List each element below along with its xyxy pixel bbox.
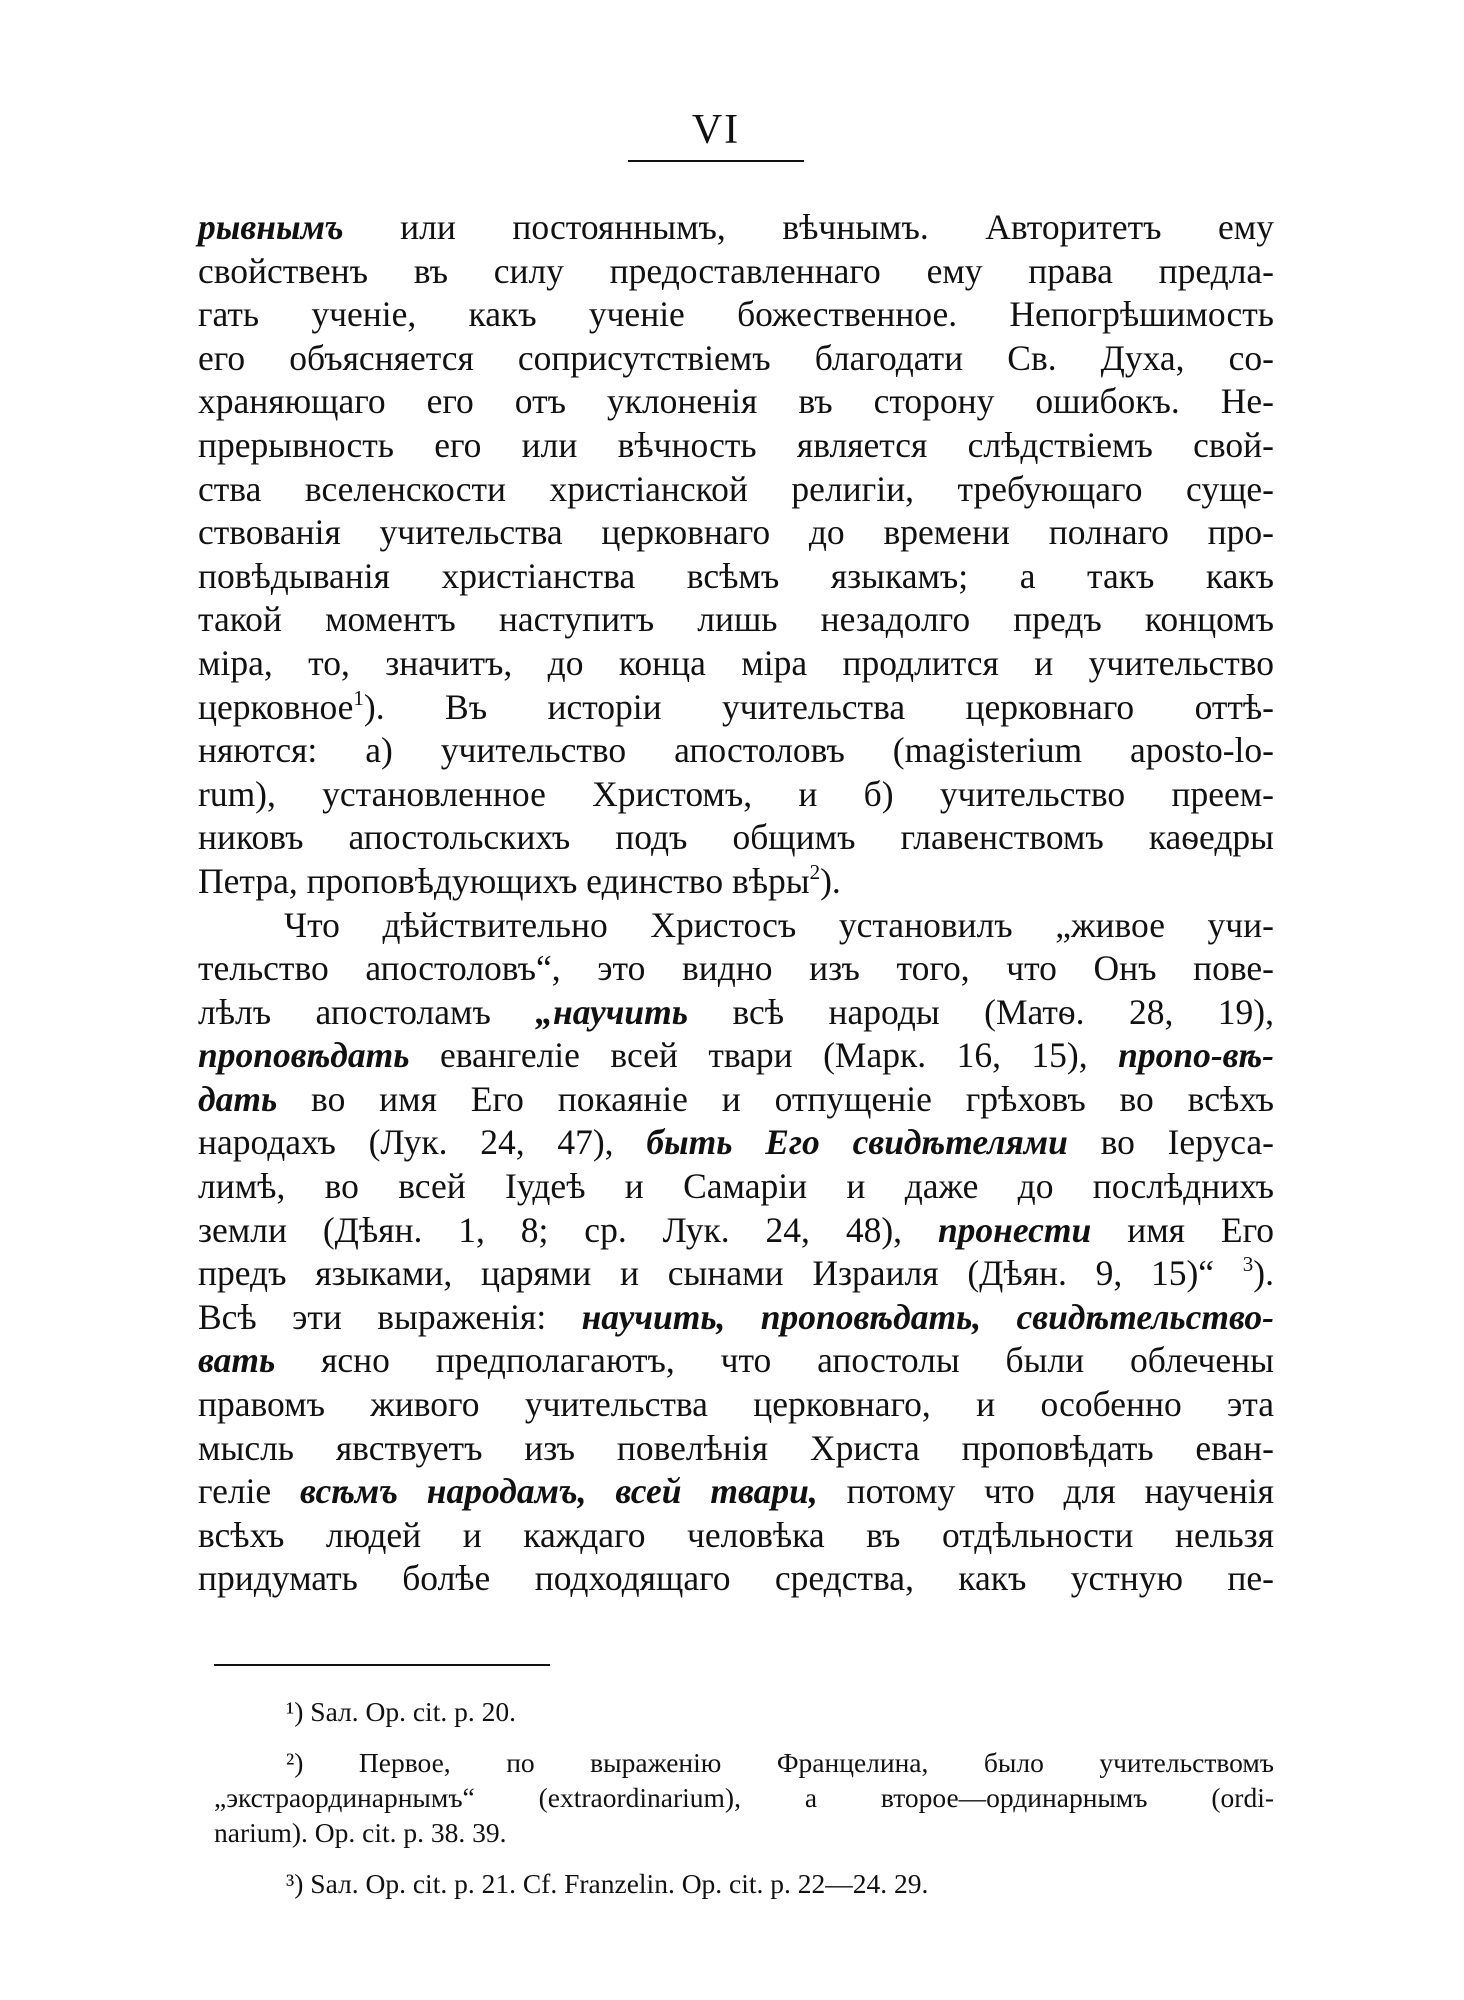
line-text: храняющаго его отъ уклоненія въ сторону ошибокъ. Не- bbox=[198, 381, 1274, 422]
footnote-line: ¹) Sал. Op. cit. p. 20. bbox=[286, 1696, 516, 1727]
emphasis-text: пронести bbox=[937, 1209, 1092, 1250]
text-line bbox=[198, 1165, 1274, 1209]
text-line bbox=[198, 1427, 1274, 1471]
emphasis-text: рывнымъ bbox=[198, 207, 344, 247]
footnote-gap bbox=[214, 1850, 1274, 1866]
line-text: земли (Дѣян. 1, 8; ср. Лук. 24, 48), bbox=[198, 1209, 938, 1250]
line-text: свойственъ въ силу предоставленнаго ему права предла- bbox=[198, 250, 1274, 291]
footnote-gap bbox=[214, 1729, 1274, 1745]
line-text: придумать болѣе подходящаго средства, какъ устную пе- bbox=[198, 1558, 1274, 1599]
text-line bbox=[198, 1514, 1274, 1558]
footnote-line: ²) Первое, по выраженію Францелина, было учительствомъ bbox=[286, 1747, 1274, 1778]
line-text: гать ученіе, какъ ученіе божественное. Непогрѣшимость bbox=[198, 294, 1274, 335]
line-text: во имя Его покаяніе и отпущеніе грѣховъ во всѣхъ bbox=[277, 1078, 1274, 1119]
text-line bbox=[198, 511, 1274, 555]
line-text: повѣдыванія христіанства всѣмъ языкамъ; а такъ какъ bbox=[198, 555, 1274, 596]
text-line bbox=[198, 1383, 1274, 1427]
text-line bbox=[198, 1209, 1274, 1253]
footnote-separator bbox=[214, 1664, 550, 1666]
line-text: всѣхъ людей и каждаго человѣка въ отдѣльности нельзя bbox=[198, 1514, 1274, 1555]
line-text: такой моментъ наступитъ лишь незадолго предъ концомъ bbox=[198, 599, 1274, 640]
page-number: VI bbox=[691, 107, 741, 153]
text-line bbox=[198, 1470, 1274, 1514]
line-text: ствованія учительства церковнаго до времени полнаго про- bbox=[198, 512, 1274, 553]
footnote-marker: 2 bbox=[809, 859, 821, 884]
line-text: Петра, проповѣдующихъ единство вѣры bbox=[198, 860, 810, 901]
footnote-marker: 3 bbox=[1242, 1252, 1254, 1277]
text-line bbox=[198, 1557, 1274, 1601]
line-text: предъ языками, царями и сынами Израиля (Дѣян. 9, 15)“ bbox=[198, 1253, 1243, 1294]
emphasis-text: дать bbox=[198, 1078, 278, 1119]
text-line bbox=[198, 816, 1274, 860]
line-text: ). bbox=[1253, 1253, 1274, 1294]
text-line bbox=[198, 250, 1274, 294]
body-text bbox=[198, 206, 1274, 1601]
emphasis-text: всѣмъ народамъ, всей твари, bbox=[300, 1471, 818, 1512]
line-text: ). bbox=[820, 860, 841, 901]
line-text: никовъ апостольскихъ подъ общимъ главенствомъ каѳедры bbox=[198, 817, 1274, 858]
line-text: міра, то, значитъ, до конца міра продлится и учительство bbox=[198, 642, 1274, 683]
emphasis-text: быть Его свидѣтелями bbox=[646, 1122, 1068, 1163]
text-line bbox=[198, 773, 1274, 817]
footnotes bbox=[214, 1694, 1274, 1901]
text-line bbox=[198, 642, 1274, 686]
line-text: Всѣ эти выраженія: bbox=[198, 1296, 582, 1337]
line-text: няются: а) учительство апостоловъ (magisterium aposto-lo- bbox=[198, 730, 1274, 771]
line-text: ства вселенскости христіанской религіи, требующаго суще- bbox=[198, 468, 1274, 509]
line-text: rum), установленное Христомъ, и б) учительство преем- bbox=[198, 773, 1274, 814]
text-line bbox=[198, 1034, 1274, 1078]
line-text: потому что для наученія bbox=[817, 1471, 1275, 1512]
footnote-line: „экстраординарнымъ“ (extraordinarium), а второе—ординарнымъ (ordi- bbox=[214, 1782, 1274, 1813]
line-text: геліе bbox=[198, 1471, 301, 1512]
text-line bbox=[198, 1339, 1274, 1383]
line-text: народахъ (Лук. 24, 47), bbox=[198, 1122, 647, 1163]
line-text: лѣлъ апостоламъ bbox=[198, 991, 536, 1032]
text-line bbox=[198, 686, 1274, 730]
text-line bbox=[198, 468, 1274, 512]
line-text: всѣ народы (Матѳ. 28, 19), bbox=[688, 991, 1274, 1032]
footnote-line: narium). Op. cit. p. 38. 39. bbox=[214, 1817, 507, 1848]
text-line bbox=[198, 598, 1274, 642]
emphasis-text: вать bbox=[198, 1340, 276, 1381]
text-line bbox=[198, 1121, 1274, 1165]
page-number-rule bbox=[628, 160, 804, 162]
line-text: прерывность его или вѣчность является слѣдствіемъ свой- bbox=[198, 424, 1274, 465]
text-line bbox=[198, 424, 1274, 468]
line-text: церковное bbox=[198, 686, 354, 727]
text-line bbox=[198, 293, 1274, 337]
emphasis-text: „научить bbox=[535, 991, 689, 1032]
line-text: евангеліе всей твари (Марк. 16, 15), bbox=[409, 1035, 1119, 1076]
line-text: лимѣ, во всей Іудеѣ и Самаріи и даже до послѣднихъ bbox=[198, 1166, 1274, 1207]
text-line bbox=[198, 555, 1274, 599]
line-text: правомъ живого учительства церковнаго, и особенно эта bbox=[198, 1384, 1274, 1425]
line-text: ясно предполагаютъ, что апостолы были облечены bbox=[275, 1340, 1274, 1381]
emphasis-text: проповѣдать bbox=[198, 1035, 410, 1076]
text-line bbox=[198, 1252, 1274, 1296]
text-line bbox=[198, 1296, 1274, 1340]
line-text: или постояннымъ, вѣчнымъ. Авторитетъ ему bbox=[343, 207, 1274, 247]
text-line bbox=[198, 1078, 1274, 1122]
line-text: его объясняется соприсутствіемъ благодати Св. Духа, со- bbox=[198, 337, 1274, 378]
text-line bbox=[198, 947, 1274, 991]
footnote-line: ³) Sал. Op. cit. p. 21. Cf. Franzelin. Op. cit. p. 22—24. 29. bbox=[286, 1868, 929, 1899]
text-line bbox=[198, 860, 1274, 904]
text-line bbox=[198, 904, 1274, 948]
line-text: ). Въ исторіи учительства церковнаго оттѣ- bbox=[363, 686, 1274, 727]
text-line bbox=[198, 337, 1274, 381]
line-text: тельство апостоловъ“, это видно изъ того, что Онъ пове- bbox=[198, 948, 1274, 989]
line-text: во Іеруса- bbox=[1067, 1122, 1274, 1163]
emphasis-text: пропо-вѣ- bbox=[1118, 1035, 1274, 1076]
line-text: мысль явствуетъ изъ повелѣнія Христа проповѣдать еван- bbox=[198, 1427, 1274, 1468]
footnote-marker: 1 bbox=[353, 685, 364, 710]
text-line bbox=[198, 206, 1274, 250]
emphasis-text: научить, проповѣдать, свидѣтельство- bbox=[581, 1296, 1274, 1337]
line-text: имя Его bbox=[1091, 1209, 1274, 1250]
line-text: Что дѣйствительно Христосъ установилъ „живое учи- bbox=[284, 904, 1274, 945]
text-line bbox=[198, 991, 1274, 1035]
text-line bbox=[198, 380, 1274, 424]
text-line bbox=[198, 729, 1274, 773]
